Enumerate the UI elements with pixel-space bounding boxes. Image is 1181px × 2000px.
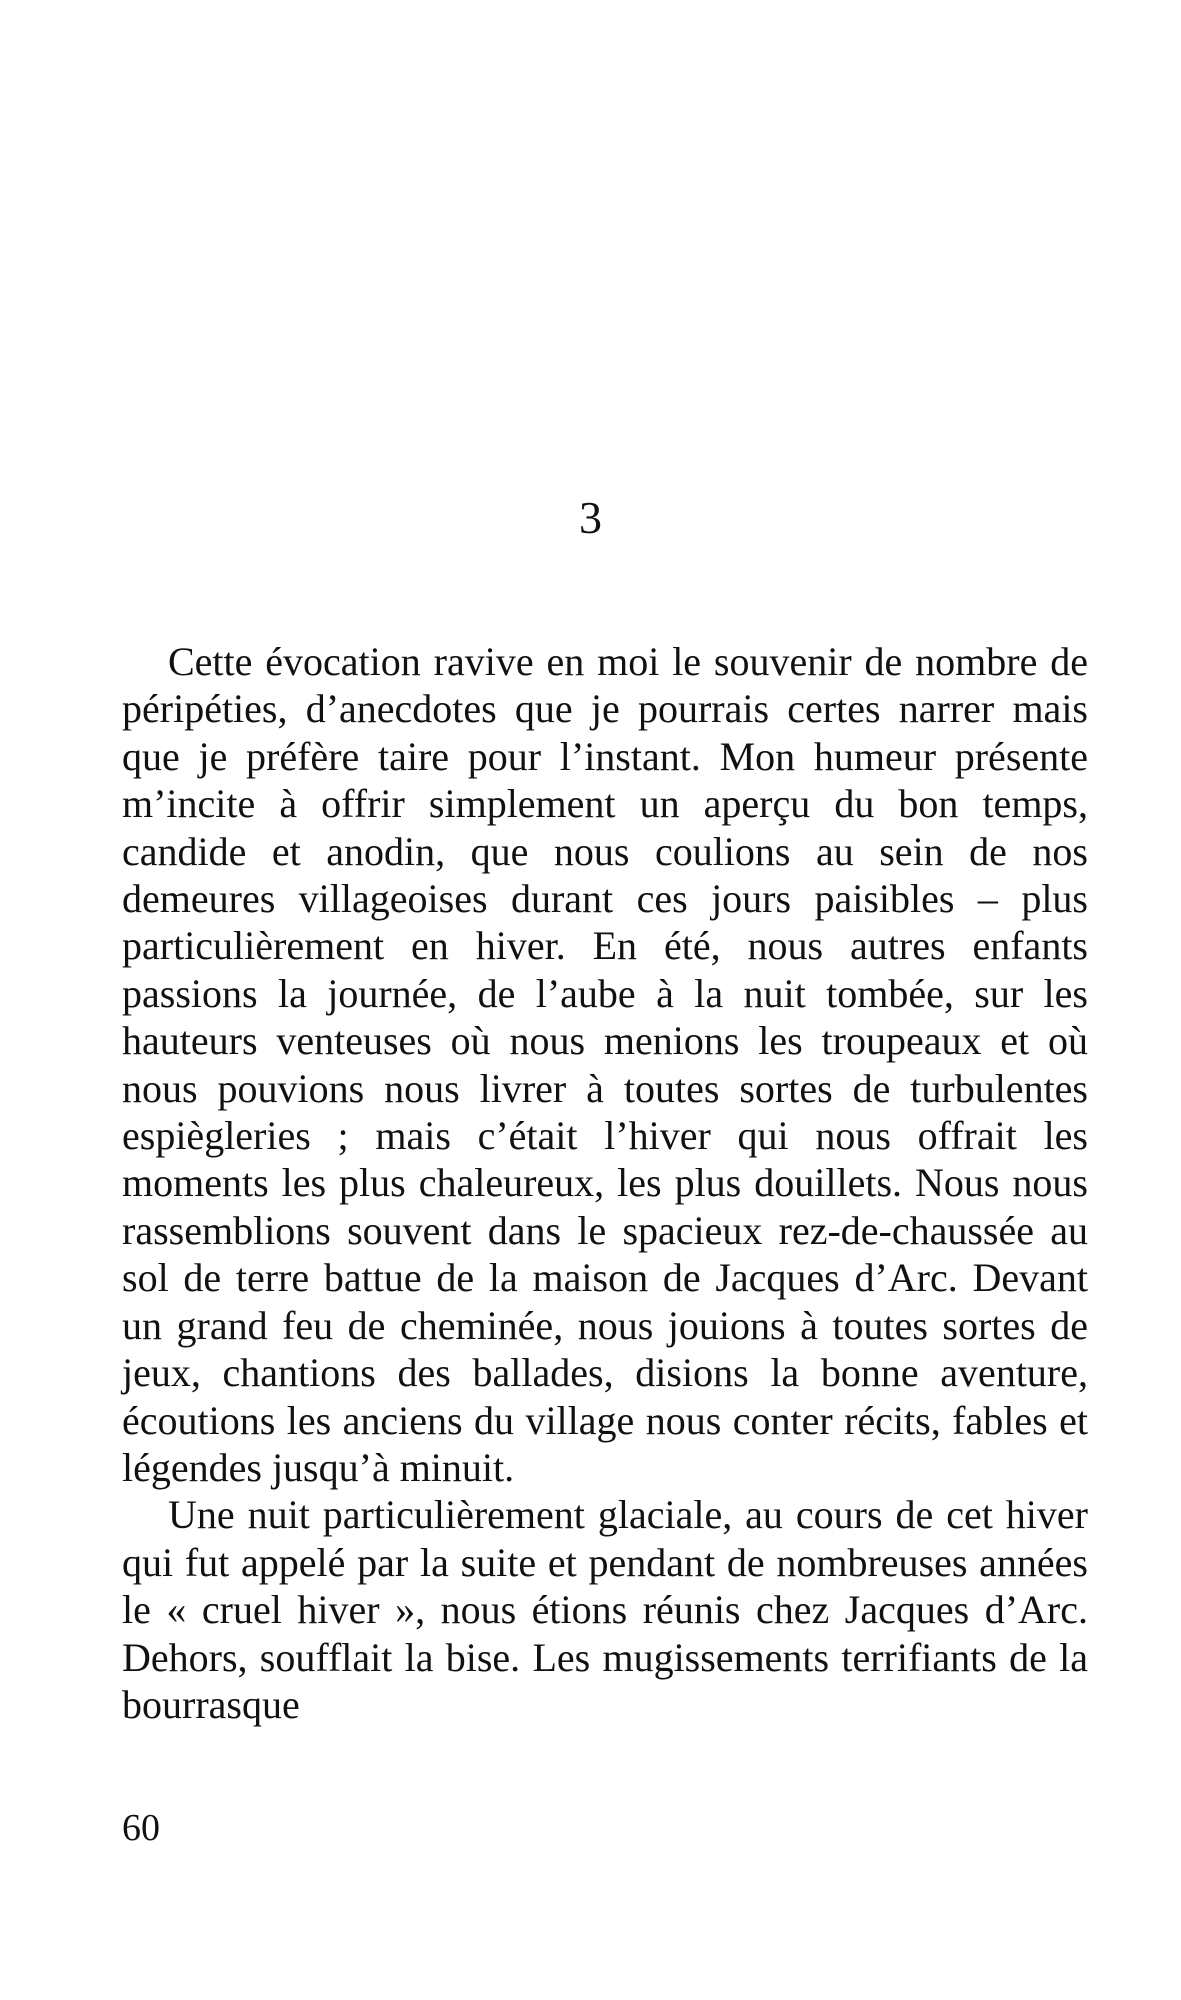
chapter-number: 3 bbox=[579, 492, 602, 543]
chapter-body bbox=[122, 638, 1088, 1728]
page-number: 60 bbox=[122, 1807, 160, 1849]
paragraph-2: Une nuit particulièrement glaciale, au cours de cet hiver qui fut appelé par la suite et pendant de nombreuses années le « cruel hiver », nous étions réunis chez Jacques d’Arc. Dehors, soufflait la bise. Les mugissements terrifiants de la bourrasque bbox=[122, 1492, 1088, 1727]
paragraph-1: Cette évocation ravive en moi le souvenir de nombre de péripéties, d’anecdotes que je pourrais certes narrer mais que je préfère taire pour l’instant. Mon humeur présente m’incite à offrir simplement un aperçu du bon temps, candide et anodin, que nous coulions au sein de nos demeures villageoises durant ces jours paisibles – plus particulièrement en hiver. En été, nous autres enfants passions la journée, de l’aube à la nuit tombée, sur les hauteurs venteuses où nous menions les troupeaux et où nous pouvions nous livrer à toutes sortes de turbulentes espiègleries ; mais c’était l’hiver qui nous offrait les moments les plus chaleureux, les plus douillets. Nous nous rassemblions souvent dans le spacieux rez-de-chaussée au sol de terre battue de la maison de Jacques d’Arc. Devant un grand feu de cheminée, nous jouions à toutes sortes de jeux, chantions des ballades, disions la bonne aventure, écoutions les anciens du village nous conter récits, fables et légendes jusqu’à minuit. bbox=[122, 639, 1088, 1490]
